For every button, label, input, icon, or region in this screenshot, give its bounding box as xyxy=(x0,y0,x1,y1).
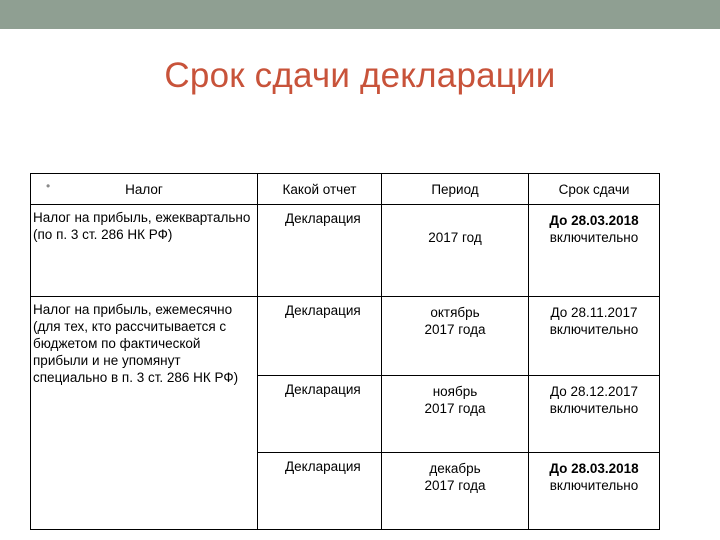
header-bar xyxy=(0,0,720,29)
due-date: До 28.03.2018 xyxy=(549,213,639,228)
cell-period xyxy=(382,376,529,453)
due-date: До 28.03.2018 xyxy=(549,461,639,476)
table-row xyxy=(31,205,660,297)
table-row xyxy=(31,297,660,376)
due-note: включительно xyxy=(549,230,639,245)
due-note: включительно xyxy=(549,478,639,493)
cell-report: Декларация xyxy=(258,297,382,376)
header-tax: Налог xyxy=(31,174,258,205)
slide-title: Срок сдачи декларации xyxy=(164,56,556,95)
period-month: ноябрь xyxy=(432,384,478,399)
cell-report: Декларация xyxy=(258,205,382,297)
cell-tax: Налог на прибыль, ежемесячно (для тех, кто рассчитывается с бюджетом по фактической прибыли и не упомянут специально в п. 3 ст. 286 НК РФ) xyxy=(31,297,258,530)
header-report: Какой отчет xyxy=(258,174,382,205)
header-due: Срок сдачи xyxy=(529,174,660,205)
bullet-icon: • xyxy=(46,179,51,193)
cell-due xyxy=(529,376,660,453)
cell-due xyxy=(529,297,660,376)
period-year: 2017 года xyxy=(424,322,486,337)
period-month: декабрь xyxy=(429,461,481,476)
cell-period: 2017 год xyxy=(382,205,529,297)
due-note: включительно xyxy=(549,401,639,416)
due-note: включительно xyxy=(549,322,639,337)
cell-tax: Налог на прибыль, ежеквартально (по п. 3 ст. 286 НК РФ) xyxy=(31,205,258,297)
cell-due xyxy=(529,453,660,530)
cell-period xyxy=(382,297,529,376)
due-date: До 28.12.2017 xyxy=(549,384,639,399)
cell-report: Декларация xyxy=(258,453,382,530)
deadline-table xyxy=(30,173,660,530)
cell-period xyxy=(382,453,529,530)
table-header-row xyxy=(31,174,660,205)
due-date: До 28.11.2017 xyxy=(550,305,638,320)
header-period: Период xyxy=(382,174,529,205)
period-year: 2017 года xyxy=(424,478,486,493)
period-year: 2017 года xyxy=(424,401,486,416)
cell-report: Декларация xyxy=(258,376,382,453)
period-month: октябрь xyxy=(430,305,480,320)
cell-due xyxy=(529,205,660,297)
